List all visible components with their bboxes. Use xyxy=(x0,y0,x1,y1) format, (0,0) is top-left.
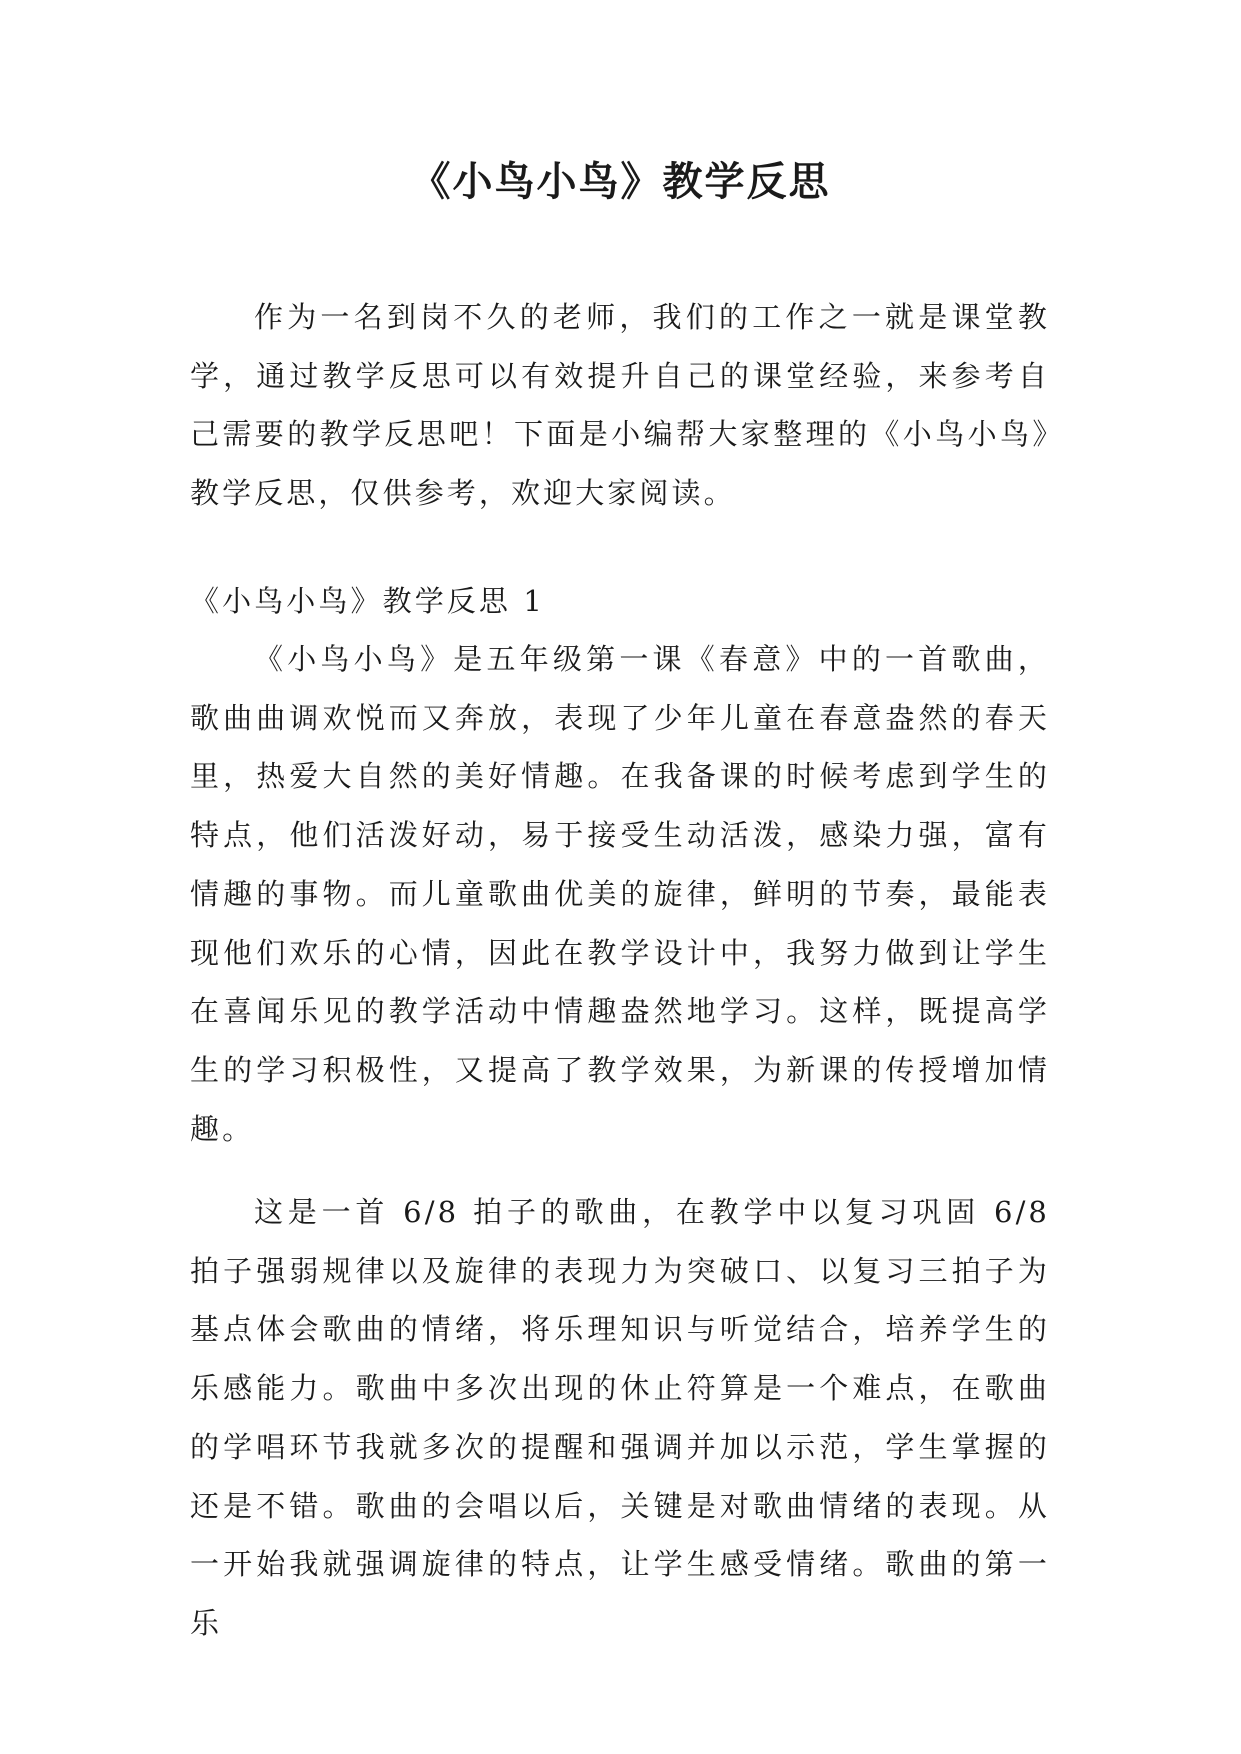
section-heading: 《小鸟小鸟》教学反思 1 xyxy=(190,584,545,618)
body-paragraph: 这是一首 6/8 拍子的歌曲，在教学中以复习巩固 6/8 拍子强弱规律以及旋律的表现力为突破口、以复习三拍子为基点体会歌曲的情绪，将乐理知识与听觉结合，培养学生的乐感能力。歌曲中多次出现的休止符算是一个难点，在歌曲的学唱环节我就多次的提醒和强调并加以示范，学生掌握的还是不错。歌曲的会唱以后，关键是对歌曲情绪的表现。从一开始我就强调旋律的特点，让学生感受情绪。歌曲的第一乐 xyxy=(190,1195,1050,1640)
body-paragraph: 《小鸟小鸟》是五年级第一课《春意》中的一首歌曲，歌曲曲调欢悦而又奔放，表现了少年儿童在春意盎然的春天里，热爱大自然的美好情趣。在我备课的时候考虑到学生的特点，他们活泼好动，易于接受生动活泼，感染力强，富有情趣的事物。而儿童歌曲优美的旋律，鲜明的节奏，最能表现他们欢乐的心情，因此在教学设计中，我努力做到让学生在喜闻乐见的教学活动中情趣盎然地学习。这样，既提高学生的学习积极性，又提高了教学效果，为新课的传授增加情趣。 xyxy=(190,642,1050,1146)
intro-paragraph: 作为一名到岗不久的老师，我们的工作之一就是课堂教学，通过教学反思可以有效提升自己的课堂经验，来参考自己需要的教学反思吧！下面是小编帮大家整理的《小鸟小鸟》教学反思，仅供参考，欢迎大家阅读。 xyxy=(190,300,1050,511)
document-title: 《小鸟小鸟》教学反思 xyxy=(410,158,831,205)
